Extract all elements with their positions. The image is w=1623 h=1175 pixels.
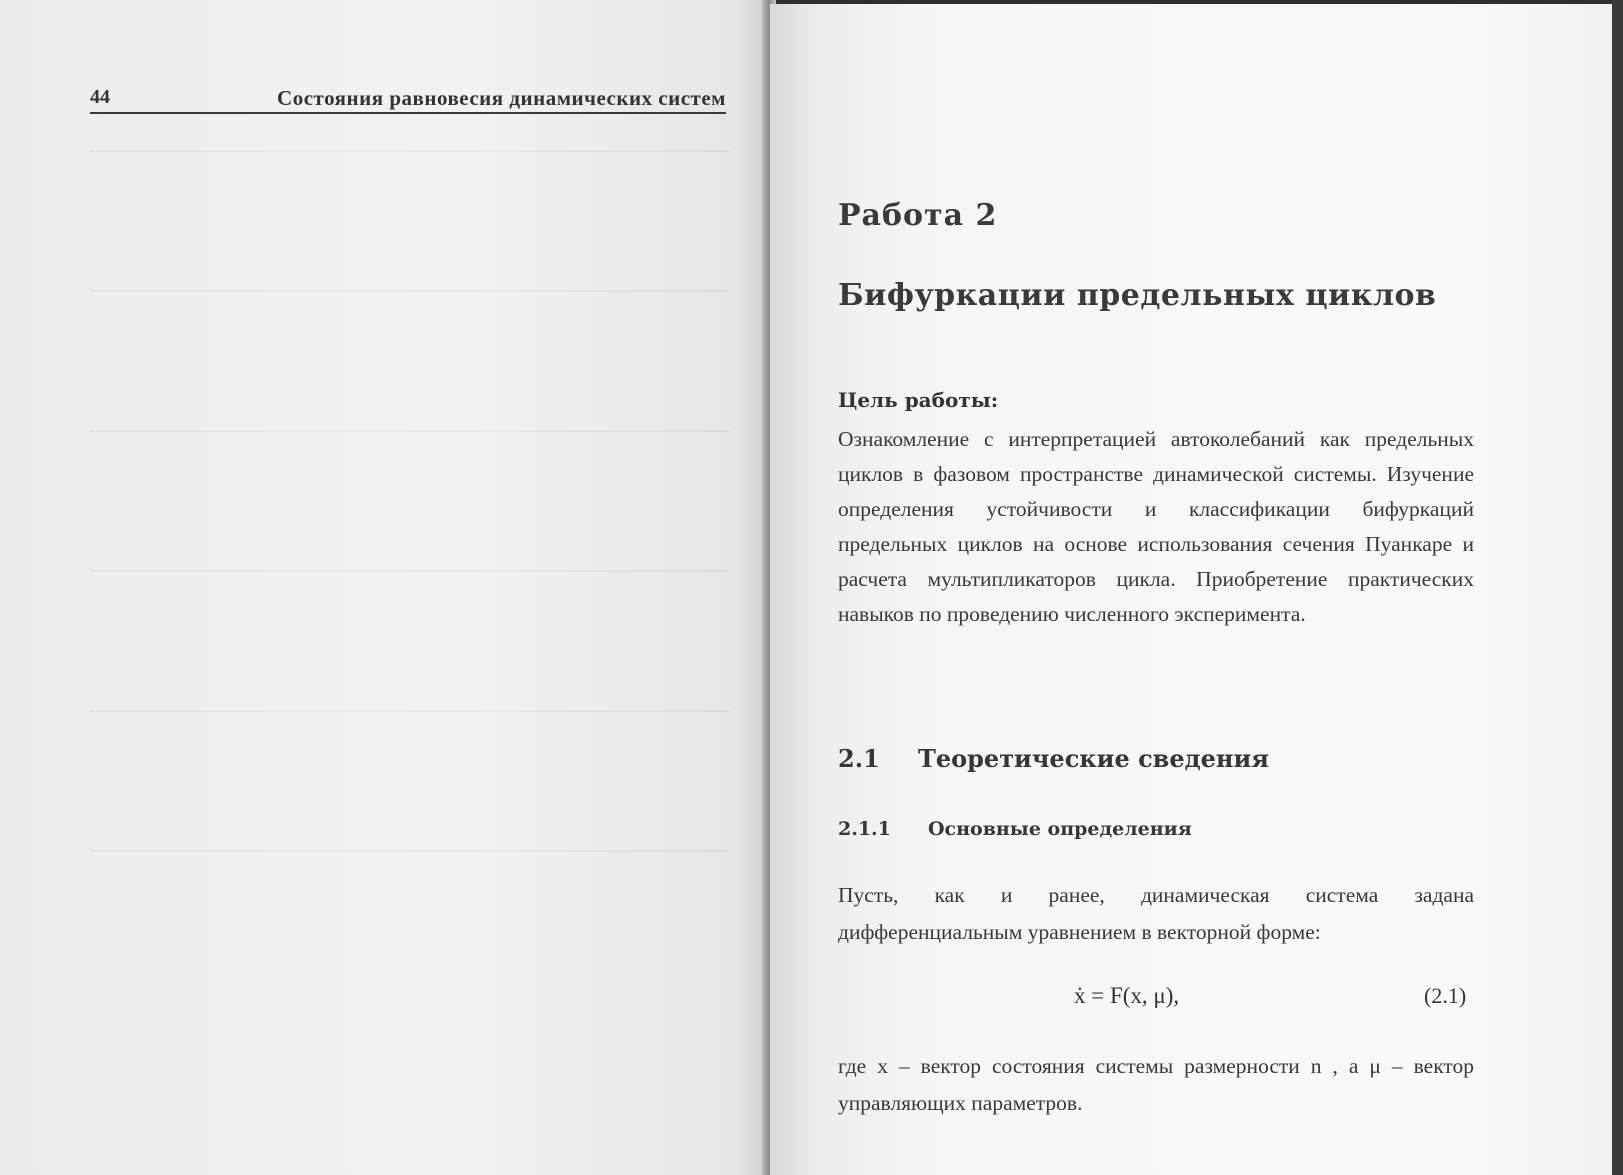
bleed-through-line: [90, 570, 730, 572]
definition-paragraph: где x – вектор состояния системы размерности n , а μ – вектор управляющих параметров.: [838, 1054, 1474, 1115]
subsection-heading: [838, 818, 1192, 840]
chapter-label: Работа 2: [838, 198, 998, 233]
running-head: [90, 82, 726, 114]
scan-edge: [1612, 0, 1623, 1175]
section-heading: [838, 744, 1269, 773]
page-number: 44: [90, 86, 110, 108]
running-title: Состояния равновесия динамических систем: [277, 86, 726, 110]
goal-heading: Цель работы:: [838, 388, 999, 412]
equation-number: (2.1): [1424, 983, 1467, 1008]
bleed-through-line: [90, 850, 730, 852]
bleed-through-line: [90, 150, 730, 152]
left-page: [0, 0, 767, 1175]
chapter-title: Бифуркации предельных циклов: [838, 278, 1437, 313]
section-number: 2.1: [838, 744, 880, 773]
goal-paragraph: Ознакомление с интерпретацией автоколебаний как предельных циклов в фазовом пространстве динамической системы. Изучение определения устойчивости и классификации бифуркаций предельных циклов на основе использования сечения Пуанкаре и расчета мультипликаторов цикла. Приобретение практических навыков по проведению численного эксперимента.: [838, 427, 1474, 626]
bleed-through-line: [90, 710, 730, 712]
subsection-title: Основные определения: [928, 818, 1192, 840]
intro-paragraph: Пусть, как и ранее, динамическая система задана дифференциальным уравнением в векторной форме:: [838, 883, 1474, 944]
bleed-through-line: [90, 430, 730, 432]
equation: ẋ = F(x, μ),: [1074, 983, 1180, 1008]
bleed-through-line: [90, 290, 730, 292]
subsection-number: 2.1.1: [838, 818, 891, 840]
section-title: Теоретические сведения: [918, 744, 1269, 773]
